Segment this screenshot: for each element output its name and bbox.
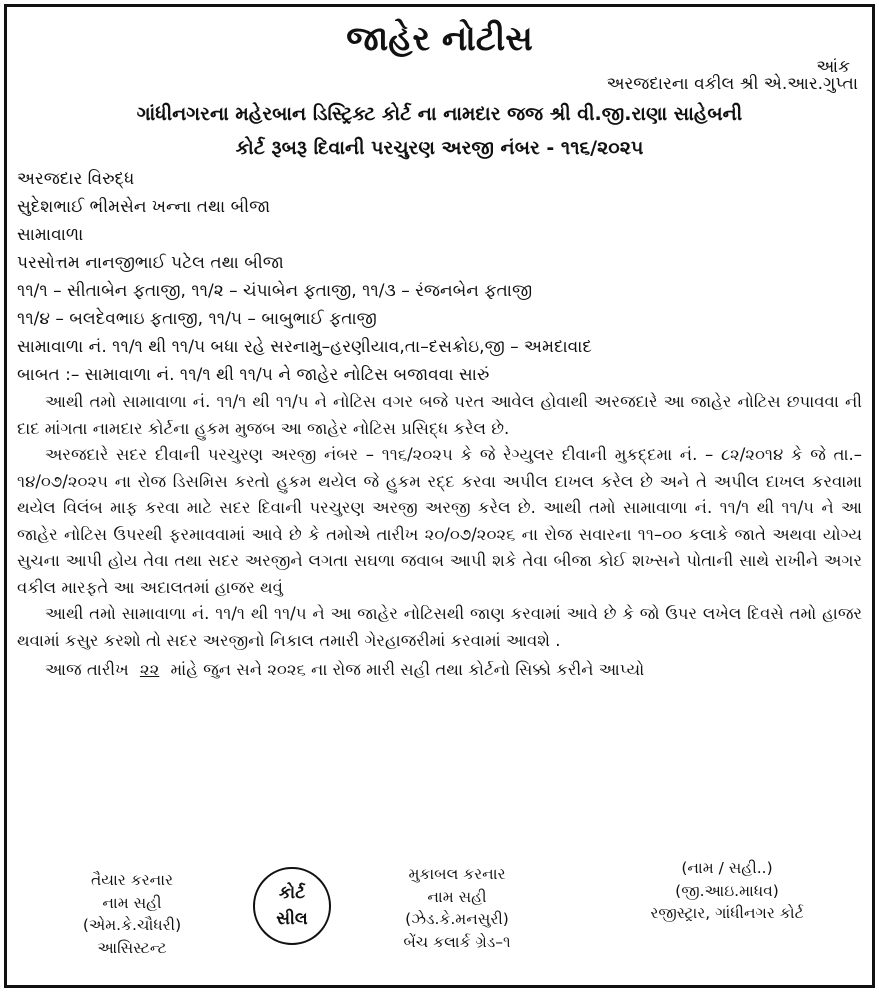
prepared-by-role: આસિસ્ટન્ટ (97, 938, 167, 957)
advocate-line: અરજદારના વકીલ શ્રી એ.આર.ગુપ્તા (606, 74, 858, 94)
body-paragraph-2: અરજદારે સદર દીવાની પરચુરણ અરજી નંબર – ૧૧૬/૨૦૨૫ કે જે રેગ્યુલર દીવાની મુકદ્દમા નં. – ૮૨/૨૦૧૪ કે જે તા.– ૧૪/૦૭/૨૦૨૫ ના રોજ ડિસમિસ કરતો હુકમ થયેલ જે હુકમ રદ્દ કરવા અપીલ દાખલ કરેલ છે અને તે અપીલ દાખલ કરવામા થયેલ વિલંબ માફ કરવા માટે સદર દિવાની પરચુરણ અરજી અરજી કરેલ છે. આથી તમો સામાવાળા નં. ૧૧/૧ થી ૧૧/૫ ને આ જાહેર નોટિસ ઉપરથી ફરમાવવામાં આવે છે કે તમોએ તારીખ ૨૦/૦૭/૨૦૨૬ ના રોજ સવારના ૧૧–૦૦ કલાકે જાતે અથવા યોગ્ય સુચના આપી હોય તેવા તથા સદર અરજીને લગતા સઘળા જવાબ આપી શકે તેવા બીજા કોઈ શખ્સને પોતાની સાથે રાખીને અગર વકીલ મારફતે આ અદાલતમાં હાજર થવું (17, 445, 862, 597)
notice-title: જાહેર નોટીસ (346, 19, 533, 59)
respondents-list-1: ૧૧/૧ – સીતાબેન ફતાજી, ૧૧/૨ – ચંપાબેન ફતાજી, ૧૧/૩ – રંજનબેન ફતાજી (17, 281, 533, 301)
court-seal-line-2: સીલ (276, 909, 308, 929)
registrar-role: રજીસ્ટ્રાર, ગાંધીનગર કોર્ટ (650, 904, 804, 922)
court-line-2: કોર્ટ રૂબરૂ દિવાની પરચુરણ અરજી નંબર - ૧૧૬/૨૦૨૫ (235, 137, 644, 159)
court-seal-line-1: કોર્ટ (278, 883, 306, 903)
prepared-by-sign: નામ સહી (102, 893, 162, 912)
court-seal (253, 867, 331, 945)
applicant-label: અરજદાર વિરુદ્ધ (17, 169, 135, 189)
prepared-by-name: (એમ.કે.ચૌધરી) (82, 916, 182, 934)
body-paragraph-3: આથી તમો સામાવાળા નં. ૧૧/૧ થી ૧૧/૫ ને આ જાહેર નોટિસથી જાણ કરવામાં આવે છે કે જો ઉપર લખેલ દિવસે તમો હાજર થવામાં કસુર કરશો તો સદર અરજીનો નિકાલ તમારી ગેરહાજરીમાં કરવામાં આવશે . (17, 604, 862, 650)
registrar-sign: (નામ / સહી..) (681, 859, 773, 877)
public-notice (4, 4, 875, 988)
seal-date-prefix: આજ તારીખ (45, 660, 129, 679)
respondents-list-2: ૧૧/૪ – બલદેવભાઇ ફતાજી, ૧૧/૫ – બાબુભાઈ ફતાજી (17, 309, 377, 329)
court-line-1: ગાંધીનગરના મહેરબાન ડિસ્ટ્રિક્ટ કોર્ટ ના નામદાર જજ શ્રી વી.જી.રાણા સાહેબની (136, 103, 743, 125)
prepared-by-block (37, 869, 227, 959)
registrar-block (597, 857, 857, 925)
seal-date-day: ૨૨ (139, 660, 160, 679)
seal-date-line (17, 654, 862, 686)
prepared-by-title: તૈયાર કરનાર (90, 871, 174, 889)
signature-footer (7, 855, 872, 985)
respondent-label: સામાવાળા (17, 225, 84, 245)
compared-by-role: બેંચ કલાર્ક ગ્રેડ–૧ (403, 932, 511, 951)
seal-date-suffix: માંહે જુન સને ૨૦૨૬ ના રોજ મારી સહી તથા કોર્ટનો સિક્કો કરીને આપ્યો (170, 660, 645, 679)
respondent-name: પરસોત્તમ નાનજીભાઈ પટેલ તથા બીજા (17, 253, 284, 273)
compared-by-sign: નામ સહી (427, 887, 487, 906)
compared-by-title: મુકાબલ કરનાર (408, 865, 506, 883)
body-paragraph-1: આથી તમો સામાવાળા નં. ૧૧/૧ થી ૧૧/૫ ને નોટિસ વગર બજે પરત આવેલ હોવાથી અરજદારે આ જાહેર નોટિસ છપાવવા ની દાદ માંગતા નામદાર કોર્ટના હુકમ મુજબ આ જાહેર નોટિસ પ્રસિદ્ધ કરેલ છે. (17, 392, 862, 438)
applicant-name: સુદેશભાઈ ભીમસેન ખન્ના તથા બીજા (17, 197, 271, 217)
compared-by-block (357, 863, 557, 953)
notice-subject: બાબત :– સામાવાળા નં. ૧૧/૧ થી ૧૧/૫ ને જાહેર નોટિસ બજાવવા સારું (17, 365, 490, 385)
registrar-name: (જી.આઇ.માધવ) (675, 881, 779, 900)
respondents-address: સામાવાળા નં. ૧૧/૧ થી ૧૧/૫ બધા રહે સરનામુ–હરણીયાવ,તા–દસક્રોઇ,જી – અમદાવાદ (17, 337, 592, 357)
ank-label: આંક (816, 57, 850, 77)
compared-by-name: (ઝેડ.કે.મનસુરી) (405, 910, 509, 928)
